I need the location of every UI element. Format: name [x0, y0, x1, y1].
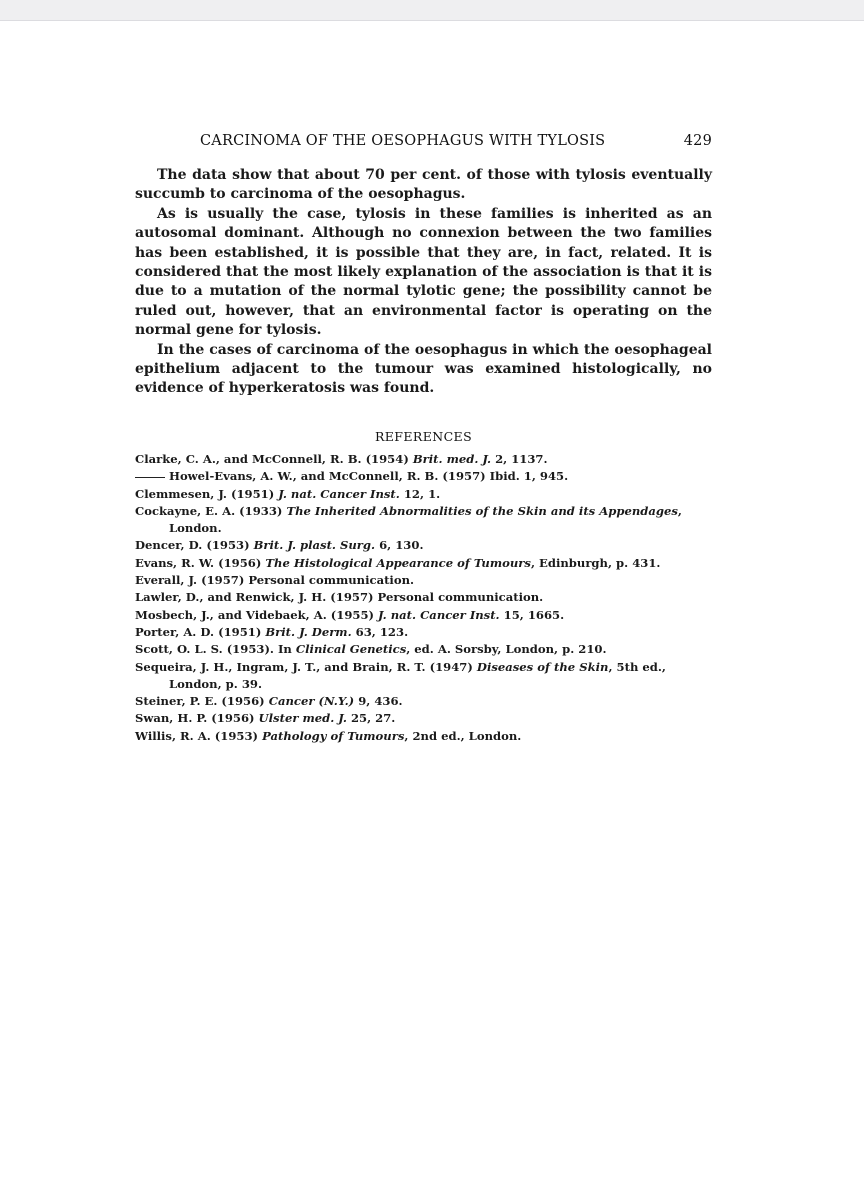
reference-item: Willis, R. A. (1953) Pathology of Tumours, 2nd ed., London.	[135, 728, 522, 743]
reference-item: Clarke, C. A., and McConnell, R. B. (1954) Brit. med. J. 2, 1137.	[135, 452, 548, 466]
references-list	[135, 451, 725, 745]
reference-item: Sequeira, J. H., Ingram, J. T., and Brain, R. T. (1947) Diseases of the Skin, 5th ed.,	[135, 659, 666, 674]
paragraph: As is usually the case, tylosis in these families is inherited as an autosomal dominant. Although no connexion between the two families has been established, it is possible that they are, in fact, related. It is considered that the most likely explanation of the association is that it is due to a mutation of the normal tylotic gene; the possibility cannot be ruled out, however, that an environmental factor is operating on the normal gene for tylosis.	[135, 205, 712, 339]
reference-item: Dencer, D. (1953) Brit. J. plast. Surg. 6, 130.	[135, 538, 424, 553]
reference-item: Howel-Evans, A. W., and McConnell, R. B. (1957) Ibid. 1, 945.	[135, 468, 725, 485]
reference-item: Evans, R. W. (1956) The Histological Appearance of Tumours, Edinburgh, p. 431.	[135, 555, 661, 570]
viewer-top-bar	[0, 0, 864, 21]
reference-item: Clemmesen, J. (1951) J. nat. Cancer Inst. 12, 1.	[135, 486, 441, 501]
reference-item: Swan, H. P. (1956) Ulster med. J. 25, 27.	[135, 711, 396, 726]
references-heading: REFERENCES	[374, 429, 473, 444]
reference-item: Cockayne, E. A. (1933) The Inherited Abnormalities of the Skin and its Appendages, London.	[135, 503, 682, 536]
ditto-dash	[135, 477, 165, 478]
reference-item: Mosbech, J., and Videbaek, A. (1955) J. nat. Cancer Inst. 15, 1665.	[135, 607, 565, 622]
running-title: CARCINOMA OF THE OESOPHAGUS WITH TYLOSIS	[200, 133, 606, 149]
reference-item: Porter, A. D. (1951) Brit. J. Derm. 63, 123.	[135, 624, 409, 639]
paragraph: In the cases of carcinoma of the oesophagus in which the oesophageal epithelium adjacent to the tumour was examined histologically, no evidence of hyperkeratosis was found.	[135, 341, 712, 397]
body-text	[135, 166, 712, 399]
reference-item: Everall, J. (1957) Personal communication.	[135, 573, 415, 588]
reference-item: Scott, O. L. S. (1953). In Clinical Genetics, ed. A. Sorsby, London, p. 210.	[135, 642, 607, 657]
page-number: 429	[683, 133, 712, 149]
reference-item: Steiner, P. E. (1956) Cancer (N.Y.) 9, 436.	[135, 694, 403, 709]
reference-item: Lawler, D., and Renwick, J. H. (1957) Personal communication.	[135, 590, 544, 605]
document-page	[0, 21, 864, 1200]
paragraph: The data show that about 70 per cent. of those with tylosis eventually succumb to carcinoma of the oesophagus.	[135, 167, 712, 203]
reference-item-continuation: London, p. 39.	[169, 676, 263, 691]
